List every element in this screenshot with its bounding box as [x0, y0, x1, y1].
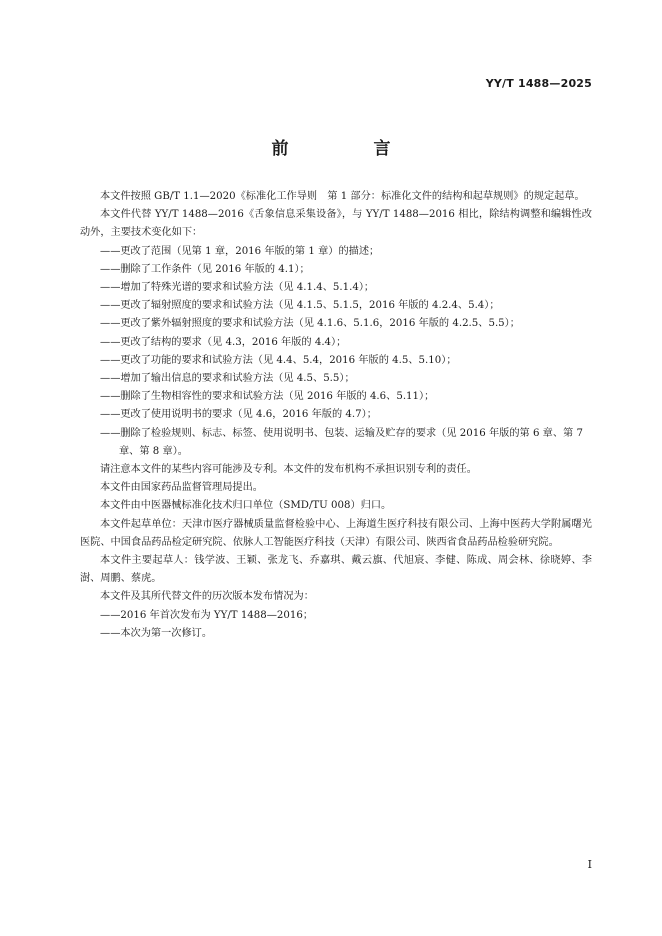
- change-item: ——更改了结构的要求（见 4.3，2016 年版的 4.4）；: [100, 336, 347, 348]
- drafters: 本文件主要起草人：钱学波、王颖、张龙飞、乔嘉琪、戴云旗、代旭宸、李健、陈成、周会林、徐晓婷、李澍、周鹏、蔡虎。: [80, 555, 592, 585]
- history-item: ——本次为第一次修订。: [100, 627, 213, 639]
- drafting-organizations: 本文件起草单位：天津市医疗器械质量监督检验中心、上海道生医疗科技有限公司、上海中医药大学附属曙光医院、中国食品药品检定研究院、依脉人工智能医疗科技（天津）有限公司、陕西省食品药品检验研究院。: [80, 518, 592, 548]
- intro-paragraph: 本文件按照 GB/T 1.1—2020《标准化工作导则 第 1 部分：标准化文件的结构和起草规则》的规定起草。: [100, 191, 585, 202]
- page-title: 前 言: [271, 139, 425, 159]
- change-item: ——更改了范围（见第 1 章，2016 年版的第 1 章）的描述；: [100, 245, 380, 257]
- change-item: ——增加了输出信息的要求和试验方法（见 4.5、5.5）；: [100, 373, 355, 385]
- change-item: ——删除了检验规则、标志、标签、使用说明书、包装、运输及贮存的要求（见 2016 年版的第 6 章、第 7 章、第 8 章）。: [100, 427, 583, 457]
- proposer-statement: 本文件由国家药品监督管理局提出。: [100, 482, 263, 494]
- responsible-unit-statement: 本文件由中医器械标准化技术归口单位（SMD/TU 008）归口。: [100, 500, 392, 512]
- patent-notice: 请注意本文件的某些内容可能涉及专利。本文件的发布机构不承担识别专利的责任。: [100, 464, 477, 476]
- change-item: ——更改了功能的要求和试验方法（见 4.4、5.4，2016 年版的 4.5、5.10）；: [100, 354, 457, 366]
- change-item: ——更改了紫外辐射照度的要求和试验方法（见 4.1.6、5.1.6，2016 年版的 4.2.5、5.5）；: [100, 318, 520, 330]
- change-item: ——更改了使用说明书的要求（见 4.6，2016 年版的 4.7）；: [100, 409, 377, 421]
- history-item: ——2016 年首次发布为 YY/T 1488—2016；: [100, 609, 314, 621]
- intro-paragraph: 本文件代替 YY/T 1488—2016《舌象信息采集设备》，与 YY/T 1488—2016 相比，除结构调整和编辑性改动外，主要技术变化如下：: [80, 209, 592, 239]
- foreword-body: [80, 188, 592, 643]
- change-item: ——更改了辐射照度的要求和试验方法（见 4.1.5、5.1.5，2016 年版的 4.2.4、5.4）；: [100, 300, 500, 312]
- change-item: ——增加了特殊光谱的要求和试验方法（见 4.1.4、5.1.4）；: [100, 282, 375, 294]
- standard-code: YY/T 1488—2025: [485, 77, 592, 90]
- history-intro: 本文件及其所代替文件的历次版本发布情况为：: [100, 591, 314, 603]
- change-item: ——删除了工作条件（见 2016 年版的 4.1）；: [100, 263, 310, 275]
- page-number: I: [587, 858, 592, 871]
- change-item: ——删除了生物相容性的要求和试验方法（见 2016 年版的 4.6、5.11）；: [100, 391, 435, 403]
